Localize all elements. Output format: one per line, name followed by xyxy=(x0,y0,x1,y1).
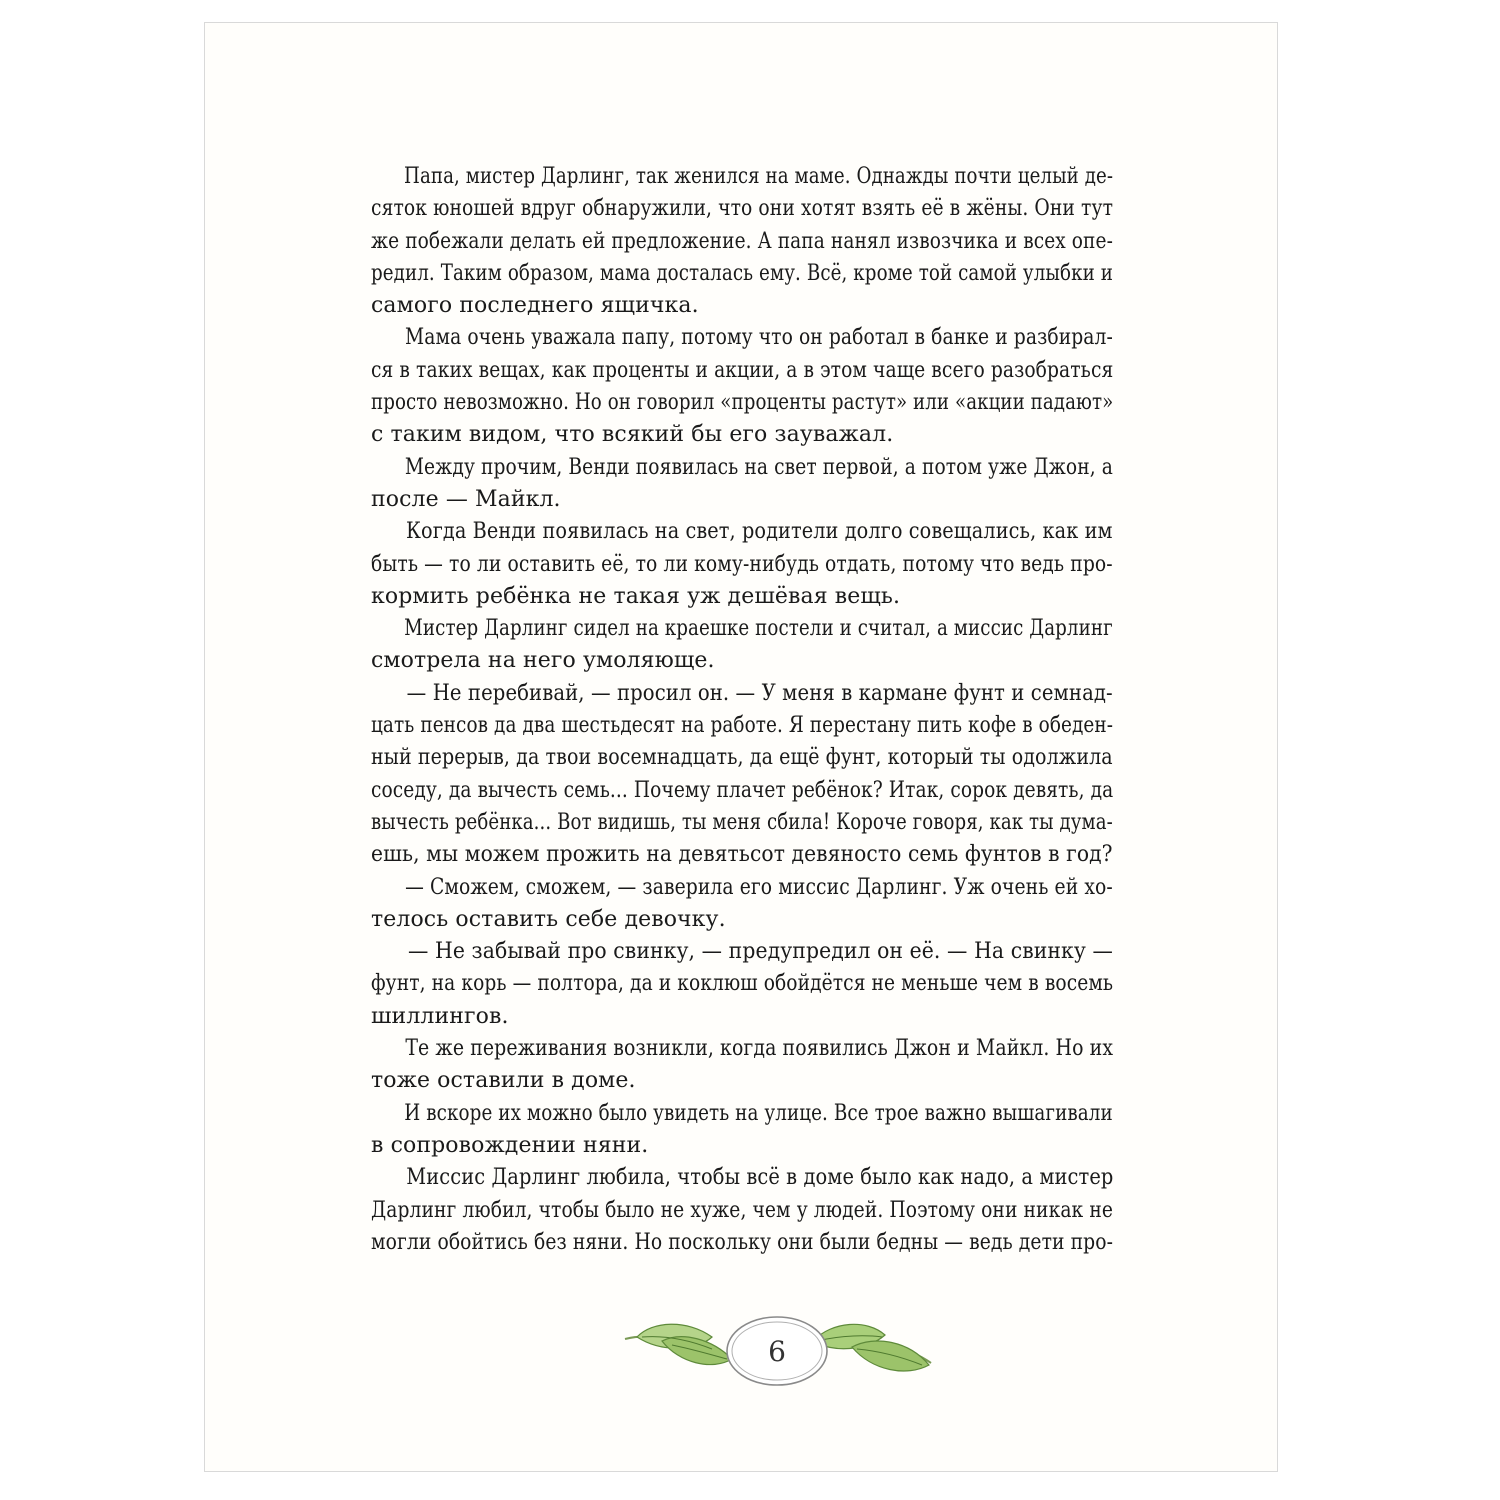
book-page xyxy=(204,22,1278,1472)
paragraph xyxy=(371,452,1113,517)
paragraph xyxy=(371,516,1113,613)
text-line: Дарлинг любил, чтобы было не хуже, чем у людей. Поэтому они никак не xyxy=(371,1197,1114,1223)
text-line: Между прочим, Венди появилась на свет первой, а потом уже Джон, а xyxy=(404,454,1113,480)
paragraph xyxy=(371,678,1113,872)
paragraph xyxy=(371,613,1113,678)
page-text xyxy=(371,161,1113,1259)
text-line: Миссис Дарлинг любила, чтобы всё в доме было как надо, а мистер xyxy=(406,1165,1114,1191)
paragraph xyxy=(371,872,1113,937)
text-line: же побежали делать ей предложение. А папа нанял извозчика и всех опе- xyxy=(371,228,1113,254)
text-line: могли обойтись без няни. Но поскольку они были бедны — ведь дети про- xyxy=(371,1229,1113,1255)
paragraph xyxy=(371,161,1113,322)
text-line: Те же переживания возникли, когда появились Джон и Майкл. Но их xyxy=(405,1036,1114,1062)
text-line: Мистер Дарлинг сидел на краешке постели и считал, а миссис Дарлинг xyxy=(404,616,1113,642)
text-line: в сопровождении няни. xyxy=(371,1132,649,1158)
text-line: редил. Таким образом, мама досталась ему. Всё, кроме той самой улыбки и xyxy=(371,260,1113,286)
text-line: тоже оставили в доме. xyxy=(371,1068,636,1094)
text-line: шиллингов. xyxy=(371,1003,509,1029)
text-line: просто невозможно. Но он говорил «проценты растут» или «акции падают» xyxy=(371,390,1114,416)
text-line: Папа, мистер Дарлинг, так женился на маме. Однажды почти целый де- xyxy=(404,164,1114,189)
paragraph xyxy=(371,1098,1113,1163)
paragraph xyxy=(371,1033,1113,1098)
text-line: — Не перебивай, — просил он. — У меня в кармане фунт и семнад- xyxy=(406,680,1113,706)
text-line: с таким видом, что всякий бы его зауважал. xyxy=(371,422,894,448)
paragraph xyxy=(371,322,1113,451)
text-line: цать пенсов да два шестьдесят на работе. Я перестану пить кофе в обеден- xyxy=(371,713,1114,739)
text-line: вычесть ребёнка... Вот видишь, ты меня сбила! Короче говоря, как ты дума- xyxy=(371,809,1113,835)
text-line: Мама очень уважала папу, потому что он работал в банке и разбирал- xyxy=(404,325,1113,351)
text-line: смотрела на него умоляюще. xyxy=(371,648,715,674)
text-line: быть — то ли оставить её, то ли кому-нибудь отдать, потому что ведь про- xyxy=(371,551,1113,577)
page-number: 6 xyxy=(768,1334,786,1368)
text-line: после — Майкл. xyxy=(371,486,561,512)
text-line: Когда Венди появилась на свет, родители долго совещались, как им xyxy=(406,519,1113,545)
text-line: фунт, на корь — полтора, да и коклюш обойдётся не меньше чем в восемь xyxy=(371,971,1114,997)
text-line: ный перерыв, да твои восемнадцать, да ещё фунт, который ты одолжила xyxy=(371,745,1113,771)
text-line: И вскоре их можно было увидеть на улице. Все трое важно вышагивали xyxy=(404,1100,1113,1126)
text-line: самого последнего ящичка. xyxy=(371,293,699,319)
paragraph xyxy=(371,1162,1113,1259)
text-line: кормить ребёнка не такая уж дешёвая вещь. xyxy=(371,583,901,609)
text-line: — Не забывай про свинку, — предупредил он её. — На свинку — xyxy=(408,939,1113,965)
text-line: сяток юношей вдруг обнаружили, что они хотят взять её в жёны. Они тут xyxy=(371,196,1114,222)
text-line: ешь, мы можем прожить на девятьсот девяносто семь фунтов в год? xyxy=(371,842,1113,868)
paragraph xyxy=(371,936,1113,1033)
page-number-ornament xyxy=(617,1301,937,1401)
text-line: — Сможем, сможем, — заверила его миссис Дарлинг. Уж очень ей хо- xyxy=(405,874,1113,900)
text-line: соседу, да вычесть семь... Почему плачет ребёнок? Итак, сорок девять, да xyxy=(371,777,1114,803)
text-line: телось оставить себе девочку. xyxy=(371,906,726,932)
text-line: ся в таких вещах, как проценты и акции, а в этом чаще всего разобраться xyxy=(371,357,1114,383)
